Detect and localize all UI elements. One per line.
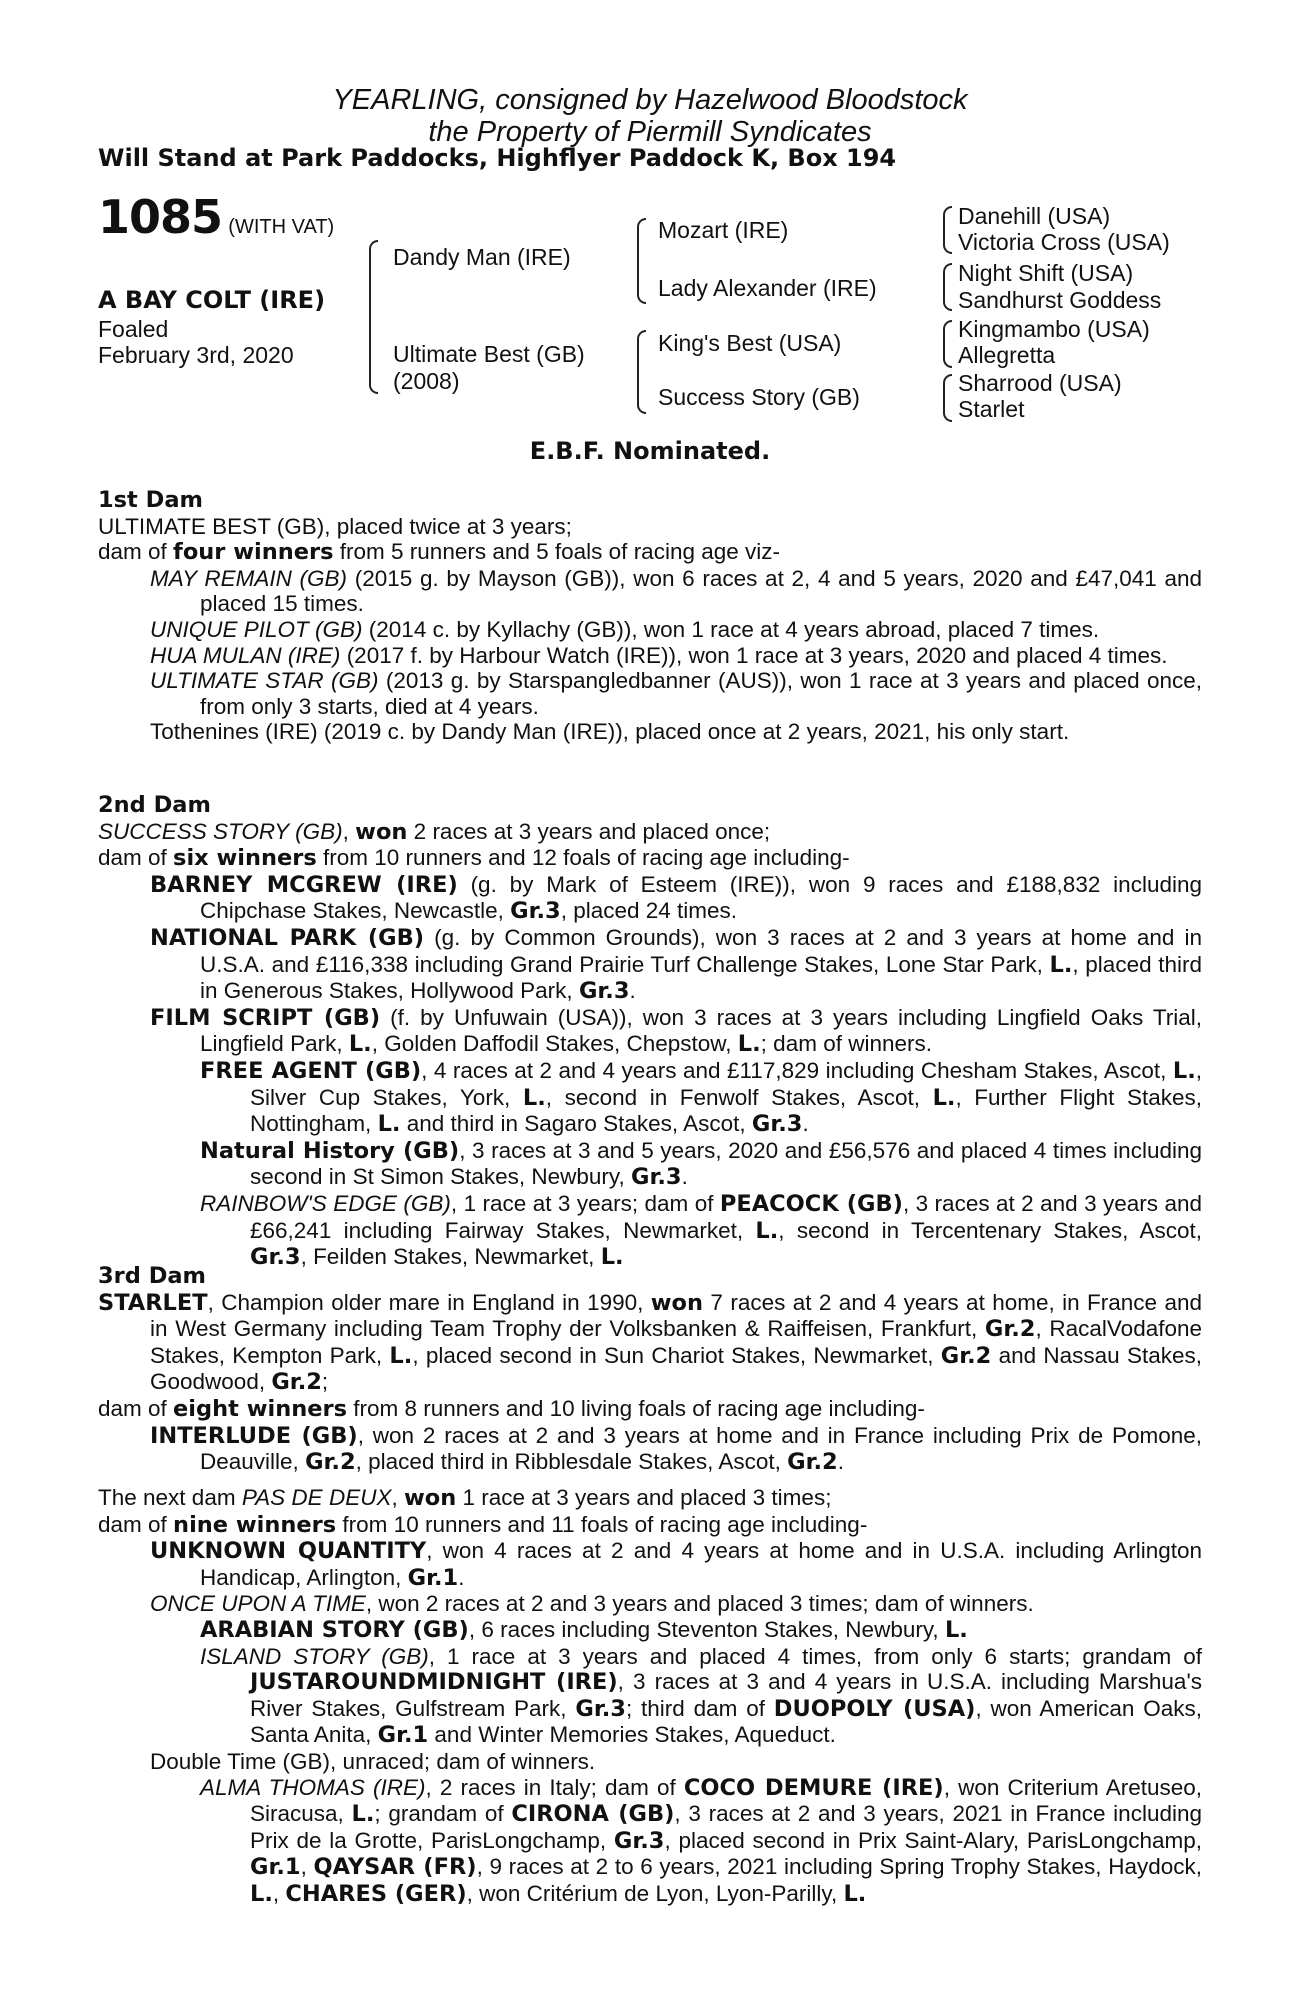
pedigree-sdd: Sandhurst Goddess [958, 287, 1162, 313]
text-run: six winners [173, 845, 317, 872]
third-dam-offspring-1 [98, 1423, 1202, 1476]
pedigree-sire-sire: Mozart (IRE) [658, 217, 789, 243]
text-run: MAY REMAIN (GB) [150, 565, 348, 591]
text-run: , won 4 races at 2 and 4 years at home and in U.S.A. including Arlington Handicap, Arlington, [200, 1538, 1202, 1590]
text-run: , 6 races including Steventon Stakes, Newbury, [468, 1616, 945, 1642]
second-dam-summary [98, 819, 1202, 846]
next-dam-section [98, 1485, 1202, 1908]
text-run: Gr.3 [613, 1827, 665, 1854]
text-run: PAS DE DEUX [241, 1485, 392, 1510]
text-run: , won Criterium Aretuseo, Siracusa, [250, 1774, 1203, 1827]
second-dam-offspring-2 [98, 925, 1202, 1005]
next-dam-produce-line [98, 1512, 1202, 1539]
next-dam-grandoffspring-3 [98, 1775, 1202, 1908]
text-run: COCO DEMURE (IRE) [683, 1774, 944, 1801]
text-run: (2015 g. by Mayson (GB)), won 6 races at 2, 4 and 5 years, 2020 and £47,041 and placed 15 times. [200, 565, 1202, 617]
text-run: won [650, 1289, 704, 1316]
text-run: NATIONAL PARK (GB) [150, 924, 425, 951]
text-run: , second in Fenwolf Stakes, Ascot, [545, 1084, 933, 1110]
text-run: L. [389, 1342, 413, 1369]
pedigree-brace-3c [943, 320, 952, 368]
text-run: ; dam of winners. [760, 1031, 932, 1057]
text-run: , won 2 races at 2 and 3 years and placed 3 times; dam of winners. [365, 1591, 1034, 1617]
text-run: , 4 races at 2 and 4 years and £117,829 including Chesham Stakes, Ascot, [421, 1057, 1173, 1083]
pedigree-dsd: Allegretta [958, 342, 1056, 368]
text-run: , 1 race at 3 years and placed 4 times, from only 6 starts; grandam of [428, 1643, 1202, 1669]
text-run: L. [351, 1801, 375, 1828]
text-run: , 2 races in Italy; dam of [425, 1774, 684, 1800]
third-dam-summary [98, 1290, 1202, 1396]
text-run: DUOPOLY (USA) [773, 1695, 976, 1722]
text-run: ; [321, 1369, 329, 1395]
text-run: Gr.2 [984, 1316, 1036, 1343]
foaled-date: February 3rd, 2020 [98, 342, 294, 368]
second-dam-offspring-3 [98, 1005, 1202, 1058]
text-run: (f. by Unfuwain (USA)), won 3 races at 3 years including Lingfield Oaks Trial, Lingfield Park, [200, 1004, 1203, 1057]
text-run: , placed 24 times. [560, 898, 738, 924]
text-run: , [342, 818, 356, 844]
text-run: . [837, 1449, 844, 1475]
pedigree-ssd: Victoria Cross (USA) [958, 229, 1170, 255]
text-run: QAYSAR (FR) [313, 1854, 477, 1881]
text-run: L. [932, 1084, 956, 1111]
pedigree-brace-3a [943, 206, 952, 254]
pedigree-brace-1 [369, 240, 378, 394]
text-run: , placed second in Sun Chariot Stakes, Newmarket, [412, 1342, 941, 1368]
pedigree-brace-3d [943, 374, 952, 422]
text-run: , second in Tercentenary Stakes, Ascot, [778, 1217, 1202, 1243]
text-run: from 10 runners and 11 foals of racing age including- [336, 1511, 868, 1537]
text-run: L. [250, 1880, 273, 1907]
text-run: , won Critérium de Lyon, Lyon-Parilly, [466, 1880, 844, 1906]
text-run: (2017 f. by Harbour Watch (IRE)), won 1 race at 3 years, 2020 and placed 4 times. [340, 642, 1168, 668]
text-run: CHARES (GER) [285, 1880, 467, 1907]
text-run: and Nassau Stakes, Goodwood, [150, 1342, 1202, 1395]
next-dam-offspring-2 [98, 1591, 1202, 1617]
text-run: ALMA THOMAS (IRE) [200, 1774, 426, 1800]
vat-note: (WITH VAT) [228, 216, 335, 238]
text-run: Natural History (GB) [200, 1137, 460, 1164]
text-run: INTERLUDE (GB) [150, 1422, 358, 1449]
text-run: L. [522, 1084, 546, 1111]
third-dam-section [98, 1264, 1202, 1476]
pedigree-dss: Kingmambo (USA) [958, 316, 1150, 342]
text-run: , [272, 1880, 286, 1906]
second-dam-grandoffspring-3 [98, 1191, 1202, 1271]
text-run: ONCE UPON A TIME [150, 1591, 366, 1617]
pedigree-dam-dam: Success Story (GB) [658, 384, 860, 410]
text-run: , Feilden Stakes, Newmarket, [300, 1244, 601, 1270]
text-run: , won 2 races at 2 and 3 years at home and in France including Prix de Pomone, Deauville, [200, 1422, 1202, 1475]
text-run: dam of [98, 845, 174, 871]
first-dam-offspring-3 [98, 643, 1202, 669]
text-run: Gr.2 [305, 1449, 356, 1476]
text-run: Gr.3 [631, 1164, 682, 1191]
lot-number: 1085 [98, 190, 223, 244]
text-run: , [391, 1485, 404, 1510]
text-run: 1 race at 3 years and placed 3 times; [456, 1485, 832, 1510]
text-run: dam of [98, 1395, 174, 1421]
text-run: Gr.2 [271, 1369, 322, 1396]
text-run: L. [755, 1217, 779, 1244]
second-dam-heading: 2nd Dam [98, 792, 211, 818]
text-run: , Golden Daffodil Stakes, Chepstow, [371, 1031, 738, 1057]
lot-number-line [98, 190, 335, 244]
second-dam-grandoffspring-2 [98, 1138, 1202, 1191]
second-dam-offspring-1 [98, 872, 1202, 925]
text-run: L. [737, 1031, 761, 1058]
foaled-label: Foaled [98, 316, 169, 342]
text-run: The next dam [98, 1485, 242, 1510]
text-run: , placed second in Prix Saint-Alary, ParisLongchamp, [664, 1827, 1202, 1853]
first-dam-offspring-2 [98, 617, 1202, 643]
pedigree-sds: Night Shift (USA) [958, 260, 1134, 286]
text-run: . [681, 1164, 688, 1190]
text-run: Gr.1 [407, 1564, 459, 1591]
text-run: , 9 races at 2 to 6 years, 2021 including Spring Trophy Stakes, Haydock, [476, 1854, 1202, 1880]
text-run: ISLAND STORY (GB) [200, 1643, 429, 1669]
text-run: (2014 c. by Kyllachy (GB)), won 1 race at 4 years abroad, placed 7 times. [362, 616, 1100, 642]
second-dam-grandoffspring-1 [98, 1058, 1202, 1138]
text-run: UNIQUE PILOT (GB) [150, 616, 363, 642]
header-stand: Will Stand at Park Paddocks, Highflyer Paddock K, Box 194 [98, 144, 897, 172]
first-dam-offspring-4 [98, 668, 1202, 719]
first-dam-summary: ULTIMATE BEST (GB), placed twice at 3 years; [98, 513, 572, 539]
next-dam-grandoffspring-2 [98, 1644, 1202, 1749]
text-run: dam of [98, 1511, 174, 1537]
next-dam-offspring-1 [98, 1538, 1202, 1591]
text-run: eight winners [173, 1395, 348, 1422]
first-dam-offspring-1 [98, 566, 1202, 617]
text-run: FILM SCRIPT (GB) [150, 1004, 381, 1031]
pedigree-sire-dam: Lady Alexander (IRE) [658, 275, 877, 301]
first-dam-section [98, 488, 1202, 745]
text-run: L. [843, 1880, 867, 1907]
text-run: L. [377, 1111, 401, 1138]
text-run: Gr.3 [575, 1695, 626, 1722]
text-run: , [300, 1854, 314, 1880]
text-run: and third in Sagaro Stakes, Ascot, [400, 1111, 752, 1137]
text-run: Gr.3 [751, 1111, 803, 1138]
text-run: L. [1049, 951, 1073, 978]
third-dam-heading: 3rd Dam [98, 1263, 206, 1289]
text-run: Gr.3 [578, 978, 630, 1005]
lot-title: A BAY COLT (IRE) [98, 286, 326, 314]
text-run: dam of [98, 539, 174, 565]
pedigree-ddd: Starlet [958, 396, 1025, 422]
text-run: PEACOCK (GB) [719, 1190, 903, 1217]
text-run: . [458, 1564, 465, 1590]
text-run: L. [348, 1031, 372, 1058]
text-run: , won American Oaks, Santa Anita, [250, 1695, 1203, 1748]
text-run: , 3 races at 2 and 3 years, 2021 in France including Prix de la Grotte, ParisLongchamp, [250, 1801, 1202, 1853]
header-consignment: YEARLING, consigned by Hazelwood Bloodstock [332, 84, 968, 116]
text-run: L. [600, 1244, 624, 1271]
next-dam-offspring-3: Double Time (GB), unraced; dam of winners. [150, 1748, 596, 1774]
text-run: , Further Flight Stakes, Nottingham, [250, 1084, 1202, 1137]
text-run: (g. by Common Grounds), won 3 races at 2 and 3 years at home and in U.S.A. and £116,338 including Grand Prairie Turf Challenge Stakes, Lone Star Park, [200, 924, 1202, 977]
text-run: Gr.3 [250, 1244, 301, 1271]
pedigree-brace-2a [637, 218, 646, 304]
text-run: Gr.2 [940, 1342, 992, 1369]
text-run: , Champion older mare in England in 1990, [207, 1289, 651, 1315]
pedigree-sire: Dandy Man (IRE) [393, 244, 571, 270]
text-run: UNKNOWN QUANTITY [150, 1538, 427, 1565]
text-run: won [355, 818, 408, 845]
text-run: . [802, 1111, 809, 1137]
first-dam-heading: 1st Dam [98, 487, 203, 513]
text-run: Gr.3 [510, 898, 561, 925]
next-dam-summary [98, 1485, 1202, 1512]
text-run: 2 races at 3 years and placed once; [407, 818, 771, 844]
text-run: (g. by Mark of Esteem (IRE)), won 9 races and £188,832 including Chipchase Stakes, Newcastle, [200, 871, 1202, 924]
pedigree-sss: Danehill (USA) [958, 203, 1111, 229]
third-dam-produce-line [98, 1396, 1202, 1423]
pedigree-brace-3b [943, 263, 952, 311]
first-dam-offspring-5: Tothenines (IRE) (2019 c. by Dandy Man (IRE)), placed once at 2 years, 2021, his only start. [150, 719, 1070, 745]
text-run: nine winners [173, 1511, 337, 1538]
header-property: the Property of Piermill Syndicates [428, 116, 872, 148]
pedigree-dds: Sharrood (USA) [958, 370, 1122, 396]
text-run: CIRONA (GB) [511, 1801, 675, 1828]
text-run: , placed third in Ribblesdale Stakes, Ascot, [355, 1449, 788, 1475]
second-dam-section [98, 793, 1202, 1271]
text-run: , Silver Cup Stakes, York, [250, 1057, 1203, 1110]
text-run: FREE AGENT (GB) [200, 1057, 422, 1084]
text-run: from 8 runners and 10 living foals of racing age including- [347, 1395, 925, 1421]
next-dam-grandoffspring-1 [98, 1617, 1202, 1644]
pedigree-dam-year: (2008) [393, 368, 460, 394]
text-run: , RacalVodafone Stakes, Kempton Park, [150, 1316, 1203, 1368]
text-run: , placed third in Generous Stakes, Hollywood Park, [200, 951, 1202, 1004]
text-run: L. [1172, 1057, 1196, 1084]
text-run: . [629, 978, 636, 1004]
text-run: (2013 g. by Starspangledbanner (AUS)), won 1 race at 3 years and placed once, from only 3 starts, died at 4 years. [200, 668, 1202, 719]
text-run: , 3 races at 3 and 4 years in U.S.A. including Marshua's River Stakes, Gulfstream Park, [250, 1669, 1202, 1721]
text-run: and Winter Memories Stakes, Aqueduct. [428, 1722, 836, 1748]
first-dam-produce-line [98, 539, 1202, 566]
second-dam-produce-line [98, 845, 1202, 872]
text-run: won [403, 1485, 457, 1511]
pedigree-dam-sire: King's Best (USA) [658, 330, 842, 356]
pedigree-brace-2b [637, 330, 646, 414]
text-run: ; third dam of [625, 1695, 774, 1721]
text-run: L. [944, 1616, 968, 1643]
text-run: SUCCESS STORY (GB) [98, 818, 343, 844]
text-run: Gr.2 [787, 1449, 838, 1476]
text-run: STARLET [98, 1289, 208, 1316]
text-run: RAINBOW'S EDGE (GB) [200, 1190, 451, 1216]
text-run: from 10 runners and 12 foals of racing age including- [316, 845, 850, 871]
text-run: BARNEY MCGREW (IRE) [150, 871, 458, 898]
text-run: ULTIMATE STAR (GB) [150, 668, 379, 694]
text-run: , 3 races at 3 and 5 years, 2020 and £56,576 and placed 4 times including second in St Simon Stakes, Newbury, [250, 1137, 1202, 1190]
text-run: HUA MULAN (IRE) [150, 642, 341, 668]
text-run: ; grandam of [374, 1801, 512, 1827]
ebf-nomination: E.B.F. Nominated. [529, 437, 771, 465]
text-run: , 3 races at 2 and 3 years and £66,241 including Fairway Stakes, Newmarket, [250, 1190, 1202, 1243]
text-run: Gr.1 [377, 1722, 429, 1749]
text-run: from 5 runners and 5 foals of racing age viz- [333, 539, 781, 565]
pedigree-dam: Ultimate Best (GB) [393, 341, 585, 367]
text-run: , 1 race at 3 years; dam of [450, 1190, 720, 1216]
text-run: JUSTAROUNDMIDNIGHT (IRE) [250, 1669, 618, 1696]
text-run: 7 races at 2 and 4 years at home, in France and in West Germany including Team Trophy der Volksbanken & Raiffeisen, Frankfurt, [150, 1289, 1203, 1342]
text-run: Gr.1 [250, 1854, 301, 1881]
text-run: four winners [173, 539, 334, 566]
text-run: ARABIAN STORY (GB) [200, 1616, 469, 1643]
